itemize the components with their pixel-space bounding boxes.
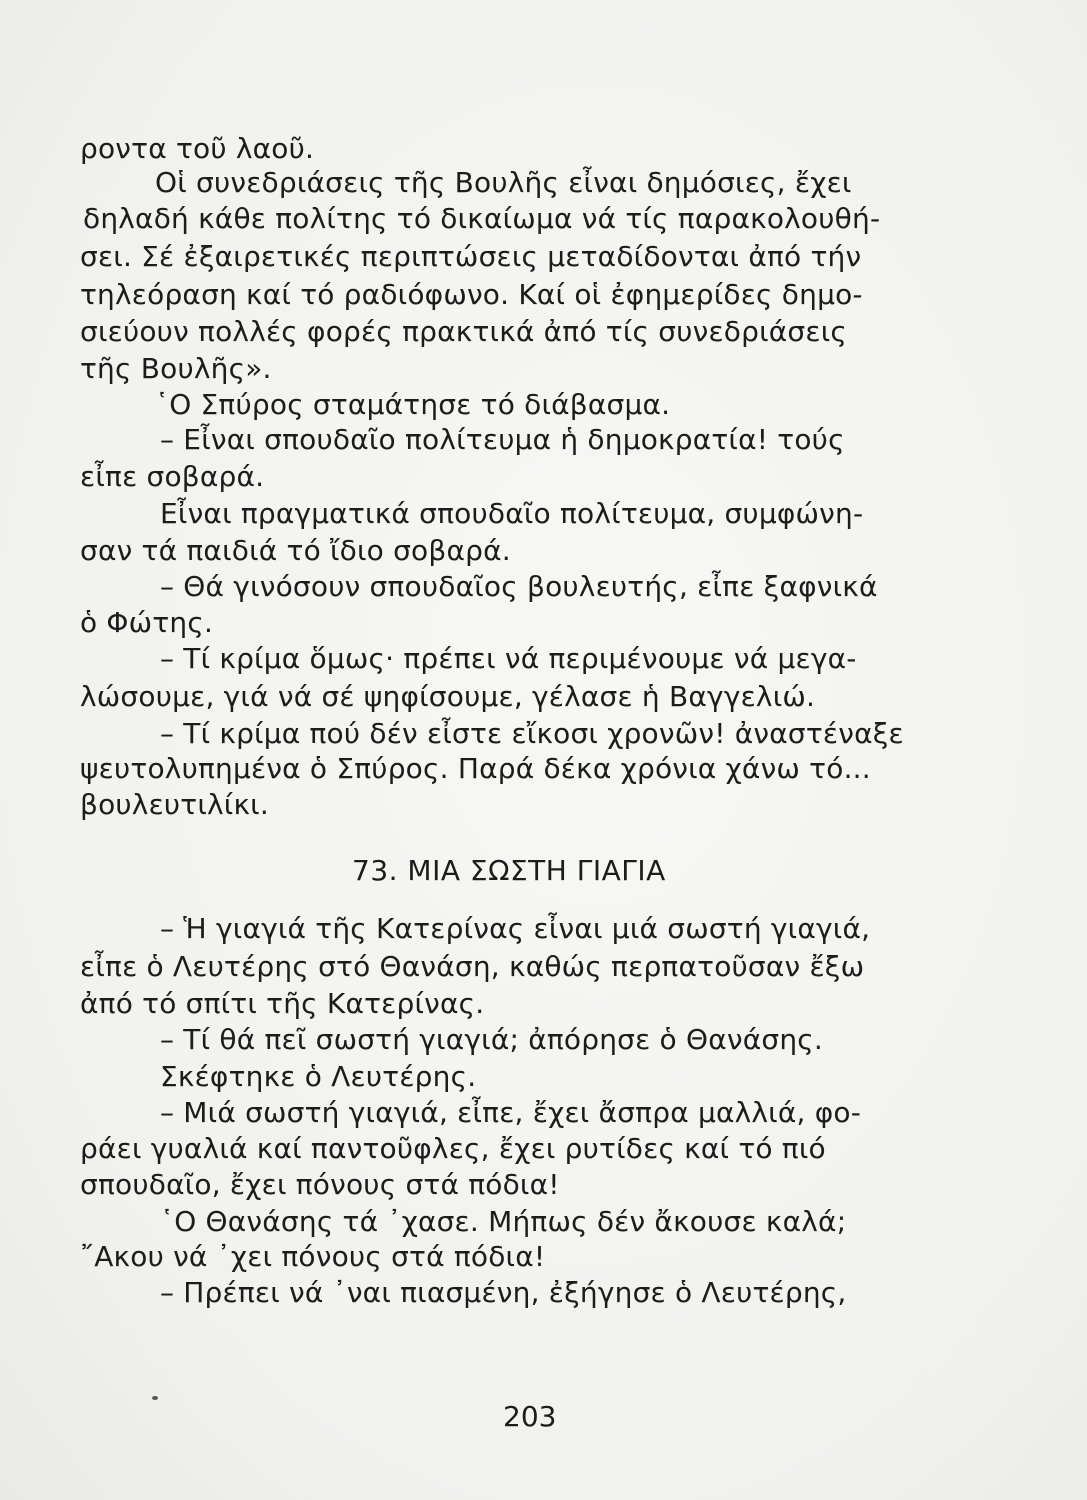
- text-line: σπουδαῖο, ἔχει πόνους στά πόδια!: [80, 1168, 560, 1201]
- text-line: βουλευτιλίκι.: [80, 788, 269, 821]
- text-line: – Θά γινόσουν σπουδαῖος βουλευτής, εἶπε ξαφνικά: [160, 570, 878, 603]
- text-line: τῆς Βουλῆς».: [80, 352, 272, 385]
- text-line: εἶπε σοβαρά.: [80, 460, 265, 493]
- text-line: ῎Ακου νά ᾽χει πόνους στά πόδια!: [80, 1240, 546, 1273]
- text-line: λώσουμε, γιά νά σέ ψηφίσουμε, γέλασε ἡ Βαγγελιώ.: [80, 680, 816, 713]
- text-line: δηλαδή κάθε πολίτης τό δικαίωμα νά τίς παρακολουθή-: [83, 202, 881, 235]
- text-line: Σκέφτηκε ὁ Λευτέρης.: [160, 1060, 477, 1093]
- text-line: ῾Ο Θανάσης τά ᾽χασε. Μήπως δέν ἄκουσε καλά;: [160, 1205, 847, 1238]
- text-line: τηλεόραση καί τό ραδιόφωνο. Καί οἱ ἐφημερίδες δημο-: [80, 278, 863, 311]
- text-line: – Τί κρίμα ὅμως· πρέπει νά περιμένουμε νά μεγα-: [160, 642, 857, 675]
- text-line: – Τί θά πεῖ σωστή γιαγιά; ἀπόρησε ὁ Θανάσης.: [160, 1023, 824, 1056]
- text-line: ῾Ο Σπύρος σταμάτησε τό διάβασμα.: [155, 388, 671, 421]
- text-line: – Τί κρίμα πού δέν εἶστε εἴκοσι χρονῶν! ἀναστέναξε: [160, 717, 904, 750]
- text-line: – Ἡ γιαγιά τῆς Κατερίνας εἶναι μιά σωστή γιαγιά,: [160, 912, 871, 945]
- text-line: Οἱ συνεδριάσεις τῆς Βουλῆς εἶναι δημόσιες, ἔχει: [155, 166, 852, 199]
- text-line: ὁ Φώτης.: [80, 606, 214, 639]
- text-line: – Εἶναι σπουδαῖο πολίτευμα ἡ δημοκρατία! τούς: [160, 423, 845, 456]
- page-number: 203: [503, 1400, 557, 1433]
- text-line: – Μιά σωστή γιαγιά, εἶπε, ἔχει ἄσπρα μαλλιά, φο-: [160, 1096, 862, 1129]
- text-line: – Πρέπει νά ᾽ναι πιασμένη, ἐξήγησε ὁ Λευτέρης,: [160, 1276, 847, 1309]
- text-line: σιεύουν πολλές φορές πρακτικά ἀπό τίς συνεδριάσεις: [80, 315, 848, 348]
- text-line: εἶπε ὁ Λευτέρης στό Θανάση, καθώς περπατοῦσαν ἔξω: [80, 950, 865, 983]
- text-line: ράει γυαλιά καί παντοῦφλες, ἔχει ρυτίδες καί τό πιό: [80, 1132, 826, 1165]
- ink-speck: [152, 1396, 158, 1400]
- section-heading: 73. ΜΙΑ ΣΩΣΤΗ ΓΙΑΓΙΑ: [352, 854, 666, 887]
- text-line: σει. Σέ ἐξαιρετικές περιπτώσεις μεταδίδονται ἀπό τήν: [80, 240, 862, 273]
- text-line: σαν τά παιδιά τό ἴδιο σοβαρά.: [80, 534, 511, 567]
- text-line: ἀπό τό σπίτι τῆς Κατερίνας.: [80, 987, 485, 1020]
- text-line: Εἶναι πραγματικά σπουδαῖο πολίτευμα, συμφώνη-: [160, 497, 864, 530]
- text-line: ροντα τοῦ λαοῦ.: [80, 132, 315, 165]
- text-line: ψευτολυπημένα ὁ Σπύρος. Παρά δέκα χρόνια χάνω τό...: [80, 752, 871, 785]
